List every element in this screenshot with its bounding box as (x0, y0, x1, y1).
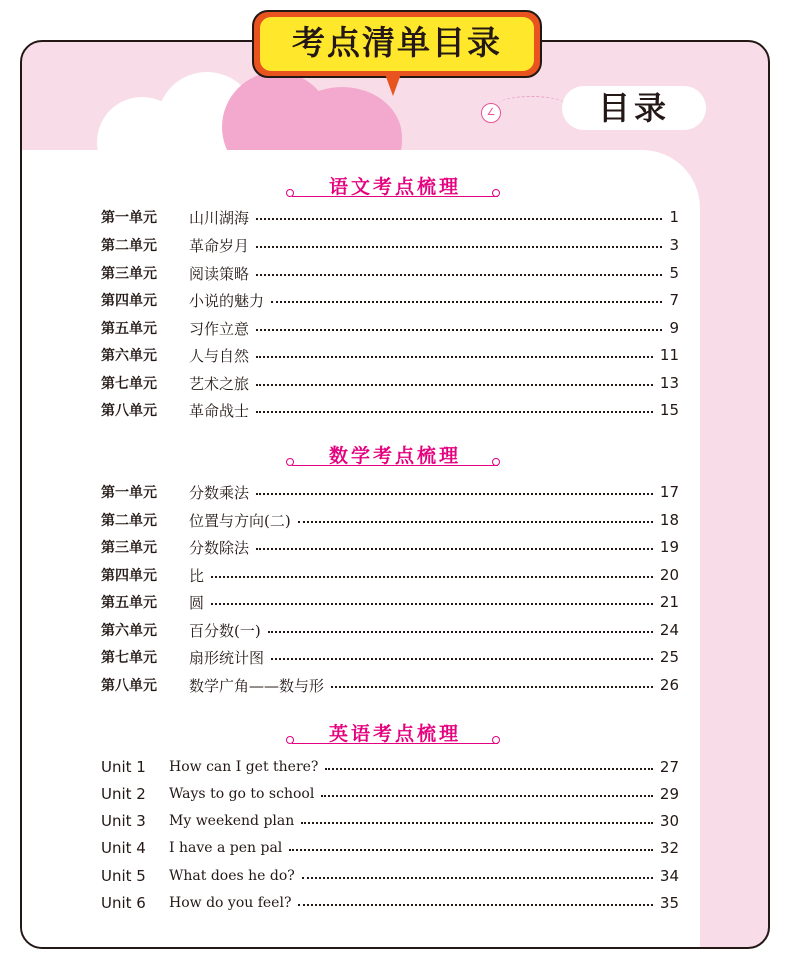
toc-title: 革命岁月 (189, 236, 250, 255)
page-title: 考点清单目录 (260, 17, 534, 71)
toc-title: 数学广角——数与形 (189, 676, 325, 695)
leader-dots (211, 576, 653, 578)
pencil-icon: ∠ (481, 103, 501, 123)
toc-row[interactable] (101, 864, 679, 888)
toc-page: 27 (659, 758, 679, 776)
toc-unit: 第七单元 (101, 650, 157, 666)
toc-row[interactable] (101, 343, 679, 367)
title-badge-tail (385, 74, 401, 96)
toc-row[interactable] (101, 618, 679, 642)
leader-dots (256, 246, 662, 248)
leader-dots (256, 493, 653, 495)
title-badge (252, 10, 542, 78)
toc-page: 17 (659, 483, 679, 501)
toc-title: 习作立意 (189, 319, 250, 338)
toc-row[interactable] (101, 755, 679, 779)
leader-dots (271, 301, 662, 303)
toc-row[interactable] (101, 398, 679, 422)
leader-dots (256, 548, 653, 550)
heading-loop (286, 458, 294, 466)
toc-title: 圆 (189, 593, 205, 612)
toc-unit: 第五单元 (101, 595, 157, 611)
leader-dots (298, 904, 652, 906)
toc-title: 百分数(一) (189, 621, 261, 640)
toc-row[interactable] (101, 233, 679, 257)
leader-dots (301, 822, 653, 824)
section-heading-text: 英语考点梳理 (328, 723, 461, 745)
toc-page: 34 (659, 867, 679, 885)
toc-title: 小说的魅力 (189, 291, 265, 310)
toc-unit: 第四单元 (101, 293, 157, 309)
section-heading-text: 语文考点梳理 (328, 176, 461, 198)
toc-unit: 第三单元 (101, 266, 157, 282)
toc-unit: 第一单元 (101, 210, 157, 226)
toc-page: 13 (659, 374, 679, 392)
toc-unit: Unit 6 (101, 894, 146, 912)
toc-row[interactable] (101, 891, 679, 915)
leader-dots (271, 658, 653, 660)
toc-title: 艺术之旅 (189, 374, 250, 393)
toc-row[interactable] (101, 480, 679, 504)
toc-unit: Unit 3 (101, 812, 146, 830)
toc-title: Ways to go to school (169, 786, 315, 802)
toc-unit: 第八单元 (101, 403, 157, 419)
leader-dots (256, 411, 653, 413)
toc-page: 29 (659, 785, 679, 803)
toc-title: How can I get there? (169, 759, 319, 775)
toc-row[interactable] (101, 288, 679, 312)
toc-title: 分数除法 (189, 538, 250, 557)
toc-unit: Unit 2 (101, 785, 146, 803)
toc-row[interactable] (101, 261, 679, 285)
toc-page: 30 (659, 812, 679, 830)
toc-row[interactable] (101, 809, 679, 833)
heading-underline (292, 455, 498, 466)
leader-dots (256, 384, 653, 386)
leader-dots (268, 631, 653, 633)
toc-page: 26 (659, 676, 679, 694)
leader-dots (325, 768, 652, 770)
toc-title: How do you feel? (169, 895, 292, 911)
toc-page: 11 (659, 346, 679, 364)
section-heading-text: 数学考点梳理 (328, 445, 461, 467)
heading-loop (286, 736, 294, 744)
toc-page: 18 (659, 511, 679, 529)
toc-page: 1 (669, 208, 679, 226)
toc-unit: 第七单元 (101, 376, 157, 392)
leader-dots (256, 218, 662, 220)
toc-row[interactable] (101, 782, 679, 806)
heading-loop (492, 458, 500, 466)
toc-page: 20 (659, 566, 679, 584)
leader-dots (298, 521, 653, 523)
leader-dots (302, 877, 653, 879)
contents-heading: 目录 (562, 86, 706, 130)
toc-page: 24 (659, 621, 679, 639)
toc-title: 位置与方向(二) (189, 511, 291, 530)
toc-page: 3 (669, 236, 679, 254)
toc-unit: 第六单元 (101, 623, 157, 639)
section-heading-chinese (0, 172, 790, 199)
toc-title: 分数乘法 (189, 483, 250, 502)
toc-page: 19 (659, 538, 679, 556)
toc-title: 人与自然 (189, 346, 250, 365)
toc-row[interactable] (101, 508, 679, 532)
toc-row[interactable] (101, 836, 679, 860)
leader-dots (321, 795, 653, 797)
toc-row[interactable] (101, 371, 679, 395)
toc-unit: 第五单元 (101, 321, 157, 337)
toc-unit: Unit 1 (101, 758, 146, 776)
heading-loop (286, 189, 294, 197)
toc-unit: 第三单元 (101, 540, 157, 556)
toc-page: 5 (669, 264, 679, 282)
leader-dots (331, 686, 653, 688)
toc-page: 9 (669, 319, 679, 337)
dashed-ornament (499, 96, 564, 111)
toc-row[interactable] (101, 645, 679, 669)
toc-row[interactable] (101, 205, 679, 229)
leader-dots (256, 356, 653, 358)
toc-title: What does he do? (169, 868, 295, 884)
toc-unit: Unit 4 (101, 839, 146, 857)
toc-unit: 第二单元 (101, 238, 157, 254)
toc-row[interactable] (101, 563, 679, 587)
heading-underline (292, 186, 498, 197)
toc-row[interactable] (101, 535, 679, 559)
toc-title: 山川湖海 (189, 208, 250, 227)
toc-row[interactable] (101, 673, 679, 697)
toc-title: 阅读策略 (189, 264, 250, 283)
toc-page: 25 (659, 648, 679, 666)
toc-unit: 第六单元 (101, 348, 157, 364)
leader-dots (256, 274, 662, 276)
toc-unit: 第八单元 (101, 678, 157, 694)
heading-loop (492, 736, 500, 744)
toc-page: 21 (659, 593, 679, 611)
toc-unit: 第二单元 (101, 513, 157, 529)
toc-page: 7 (669, 291, 679, 309)
toc-page: 32 (659, 839, 679, 857)
toc-unit: Unit 5 (101, 867, 146, 885)
toc-title: My weekend plan (169, 813, 295, 829)
toc-row[interactable] (101, 316, 679, 340)
toc-title: 革命战士 (189, 401, 250, 420)
section-heading-english (0, 719, 790, 746)
leader-dots (256, 329, 662, 331)
heading-underline (292, 733, 498, 744)
toc-title: 扇形统计图 (189, 648, 265, 667)
section-heading-math (0, 441, 790, 468)
leader-dots (211, 603, 653, 605)
toc-page: 15 (659, 401, 679, 419)
toc-unit: 第四单元 (101, 568, 157, 584)
leader-dots (289, 849, 653, 851)
toc-row[interactable] (101, 590, 679, 614)
heading-loop (492, 189, 500, 197)
toc-page: 35 (659, 894, 679, 912)
toc-title: 比 (189, 566, 205, 585)
toc-unit: 第一单元 (101, 485, 157, 501)
toc-title: I have a pen pal (169, 840, 283, 856)
